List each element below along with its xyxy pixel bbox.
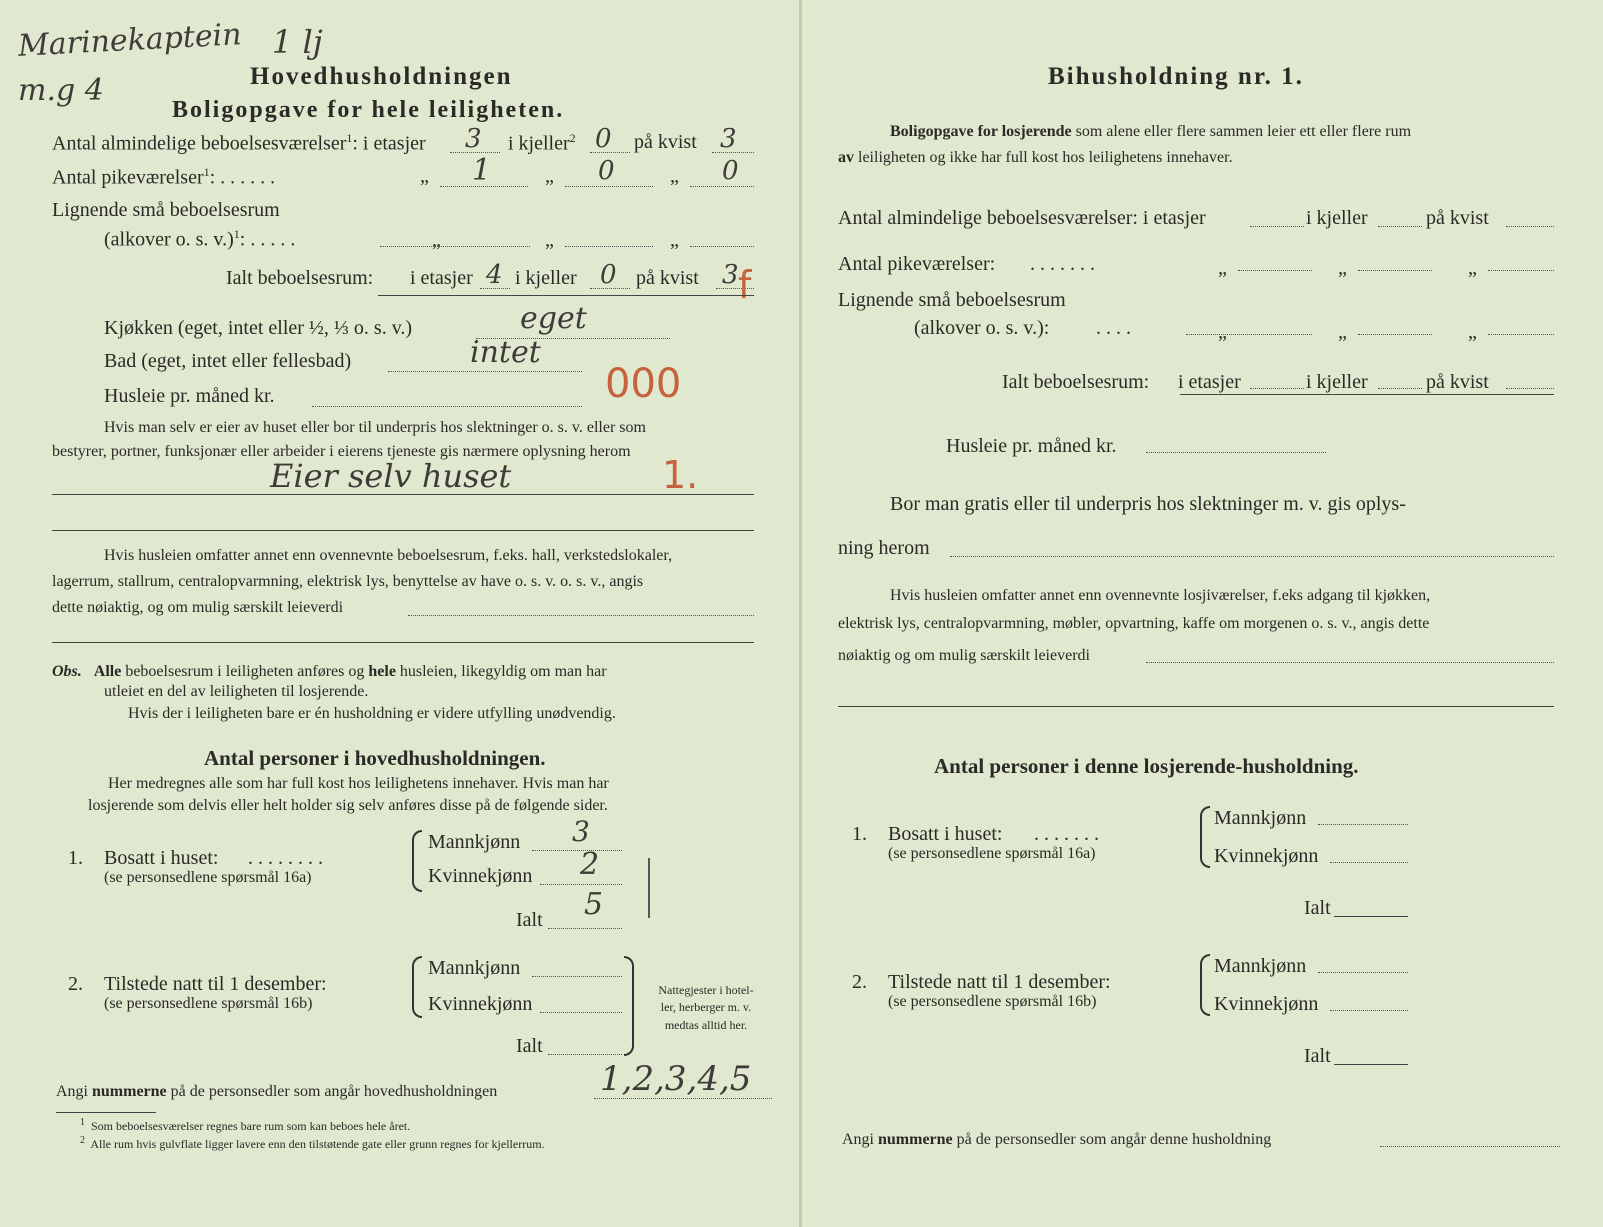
hw-pike-kvist: 0 <box>722 156 739 186</box>
eier-line-2 <box>52 530 754 531</box>
alkover-label-b: (alkover o. s. v.)$^1$: . . . . . <box>104 227 296 251</box>
omfatter-1: Hvis husleien omfatter annet enn ovennevnte beboelsesrum, f.eks. hall, verkstedslokaler, <box>104 547 673 564</box>
hw-q1-mann: 3 <box>572 815 590 848</box>
bad-field[interactable] <box>388 371 582 372</box>
right-q2-num: 2. <box>852 971 867 993</box>
kjokken-label: Kjøkken (eget, intet eller ½, ⅓ o. s. v.) <box>104 317 413 339</box>
right-q1-kvinne: Kvinnekjønn <box>1214 845 1319 867</box>
right-angi: Angi nummerne på de personsedler som angår denne husholdning <box>842 1131 1272 1148</box>
left-title: Hovedhusholdningen <box>250 63 513 90</box>
hw-q1-kvinne: 2 <box>580 847 600 882</box>
q2-ialt-field[interactable] <box>548 1054 622 1055</box>
persons-note-2: losjerende som delvis eller helt holder sig selv anføres disse på de følgende sider. <box>88 797 608 814</box>
footnote-rule <box>56 1112 156 1113</box>
right-q2-ialt: Ialt <box>1304 1045 1331 1067</box>
right-q2-sub: (se personsedlene spørsmål 16b) <box>888 993 1097 1010</box>
hw-total-kjeller: 0 <box>600 260 617 290</box>
right-pike-kvist-field[interactable] <box>1488 270 1554 271</box>
q2-sub: (se personsedlene spørsmål 16b) <box>104 995 313 1012</box>
alkover-kjeller-field[interactable] <box>565 246 653 247</box>
right-husleie-field[interactable] <box>1146 452 1326 453</box>
right-total-underline <box>1180 394 1554 395</box>
q2-kvinne-field[interactable] <box>540 1012 622 1013</box>
q2-mann-field[interactable] <box>532 976 622 977</box>
right-q2-brace <box>1200 954 1210 1016</box>
right-total-kjeller-field[interactable] <box>1378 388 1422 389</box>
right-alkover-quote-1: „ <box>1218 321 1227 343</box>
obs-line-1: Obs. Alle beboelsesrum i leiligheten anføres og hele husleien, likegyldig om man har <box>52 663 607 680</box>
pike-quote-3: „ <box>670 165 679 187</box>
right-total-label: Ialt beboelsesrum: <box>1002 371 1150 393</box>
right-gratis-field[interactable] <box>950 556 1554 557</box>
right-omfatter-1: Hvis husleien omfatter annet enn ovennevnte losjiværelser, f.eks adgang til kjøkken, <box>890 587 1431 604</box>
q1-sub: (se personsedlene spørsmål 16a) <box>104 869 312 886</box>
right-total-kvist: på kvist <box>1426 371 1489 393</box>
footnote-2: $^2$ Alle rum hvis gulvflate ligger lavere enn den tilstøtende gate eller grunn regnes for kjellerrum. <box>80 1135 545 1151</box>
hw-nummerne: 1,2,3,4,5 <box>600 1059 752 1099</box>
pike-row-label: Antal pikeværelser$^1$: . . . . . . <box>52 165 276 189</box>
right-total-kjeller: i kjeller <box>1306 371 1368 393</box>
total-rooms-label: Ialt beboelsesrum: <box>226 267 374 289</box>
right-q2-label: Tilstede natt til 1 desember: <box>888 971 1111 993</box>
right-alkover-dots: . . . . <box>1096 317 1131 339</box>
right-alkover-kvist-field[interactable] <box>1488 334 1554 335</box>
hw-bad: intet <box>470 335 541 370</box>
right-pike-quote-1: „ <box>1218 257 1227 279</box>
right-pike-label: Antal pikeværelser: <box>838 253 996 275</box>
alkover-quote-1: „ <box>432 229 441 251</box>
q1-brace <box>412 830 422 892</box>
persons-note-1: Her medregnes alle som har full kost hos leilighetens innehaver. Hvis man har <box>108 775 609 792</box>
hw-mg: m.g 4 <box>18 73 104 108</box>
leieverdi-field[interactable] <box>408 615 754 616</box>
alkover-quote-2: „ <box>545 229 554 251</box>
right-persons-title: Antal personer i denne losjerende-husholdning. <box>934 754 1359 778</box>
q2-brace <box>412 956 422 1018</box>
hw-pike-kjeller: 0 <box>598 156 615 186</box>
omfatter-2: lagerrum, stallrum, centralopvarmning, elektrisk lys, benyttelse av have o. s. v. o. s. v., angis <box>52 573 644 590</box>
footnote-1: $^1$ Som beboelsesværelser regnes bare rum som kan beboes hele året. <box>80 1117 411 1133</box>
hw-kjokken: eget <box>520 301 587 336</box>
rooms-row1-label: Antal almindelige beboelsesværelser$^1$: i etasjer <box>52 131 426 155</box>
right-q1-sub: (se personsedlene spørsmål 16a) <box>888 845 1096 862</box>
right-angi-field[interactable] <box>1380 1146 1560 1147</box>
eier-note-1: Hvis man selv er eier av huset eller bor til underpris hos slektninger o. s. v. eller som <box>104 419 646 436</box>
rooms-kvist-label: på kvist <box>634 131 697 153</box>
total-kjeller-label: i kjeller <box>515 267 577 289</box>
right-kjeller-label: i kjeller <box>1306 207 1368 229</box>
right-q1-kvinne-field[interactable] <box>1330 862 1408 863</box>
alkover-quote-3: „ <box>670 229 679 251</box>
alkover-kvist-field[interactable] <box>690 246 754 247</box>
hw-total-mark: f <box>738 263 752 307</box>
pike-kvist-field[interactable] <box>690 186 754 187</box>
right-alkover-a: Lignende små beboelsesrum <box>838 289 1066 311</box>
pike-kjeller-field[interactable] <box>565 186 653 187</box>
eier-line-1 <box>52 494 754 495</box>
hw-pike-etasjer: 1 <box>472 153 492 188</box>
right-pike-etasjer-field[interactable] <box>1238 270 1312 271</box>
right-husleie-label: Husleie pr. måned kr. <box>946 435 1117 457</box>
right-alkover-quote-2: „ <box>1338 321 1347 343</box>
right-total-kvist-field[interactable] <box>1506 388 1554 389</box>
total-underline <box>378 295 754 296</box>
q1-num: 1. <box>68 847 83 869</box>
right-omfatter-2: elektrisk lys, centralopvarmning, møbler, opvartning, kaffe om morgenen o. s. v., angis dette <box>838 615 1430 632</box>
right-title: Bihusholdning nr. 1. <box>1048 63 1304 90</box>
alkover-etasjer-field[interactable] <box>380 246 530 247</box>
obs-line-2: utleiet en del av leiligheten til losjerende. <box>104 683 369 700</box>
hw-kvist: 3 <box>720 124 737 154</box>
right-pike-quote-2: „ <box>1338 257 1347 279</box>
hw-husleie: 000 <box>605 361 682 407</box>
right-q2-kvinne: Kvinnekjønn <box>1214 993 1319 1015</box>
right-q2-mann: Mannkjønn <box>1214 955 1307 977</box>
left-angi: Angi nummerne på de personsedler som angår hovedhusholdningen <box>56 1083 498 1100</box>
rooms-kjeller-label: i kjeller$^2$ <box>508 131 576 155</box>
right-kvist-label: på kvist <box>1426 207 1489 229</box>
hw-q1-check <box>648 858 652 918</box>
right-q2-ialt-field[interactable] <box>1334 1064 1408 1065</box>
hw-eier: Eier selv huset <box>270 457 512 495</box>
right-q2-kvinne-field[interactable] <box>1330 1010 1408 1011</box>
q2-num: 2. <box>68 973 83 995</box>
total-etasjer-label: i etasjer <box>410 267 473 289</box>
right-gratis-1: Bor man gratis eller til underpris hos slektninger m. v. gis oplys- <box>890 493 1406 515</box>
right-q1-ialt-field[interactable] <box>1334 916 1408 917</box>
right-kjeller-field[interactable] <box>1378 226 1422 227</box>
q2-label: Tilstede natt til 1 desember: <box>104 973 327 995</box>
q1-ialt-field[interactable] <box>548 928 622 929</box>
hw-total-etasjer: 4 <box>486 260 503 290</box>
right-alkover-etasjer-field[interactable] <box>1186 334 1312 335</box>
left-subtitle: Boligopgave for hele leiligheten. <box>172 97 565 123</box>
right-total-etasjer: i etasjer <box>1178 371 1241 393</box>
right-q1-num: 1. <box>852 823 867 845</box>
right-rooms-row1: Antal almindelige beboelsesværelser: i etasjer <box>838 207 1206 229</box>
right-total-etasjer-field[interactable] <box>1250 388 1304 389</box>
husleie-field[interactable] <box>312 406 582 407</box>
right-leieverdi-line <box>838 706 1554 707</box>
hw-occupation-code: 1 lj <box>272 23 323 61</box>
natt-note: Nattegjester i hotel- ler, herberger m. v. medtas alltid her. <box>658 983 754 1032</box>
right-intro-2: av leiligheten og ikke har full kost hos leilighetens innehaver. <box>838 149 1233 166</box>
obs-line-3: Hvis der i leiligheten bare er én husholdning er videre utfylling unødvendig. <box>128 705 616 722</box>
q2-kvinne-label: Kvinnekjønn <box>428 993 533 1015</box>
total-kvist-label: på kvist <box>636 267 699 289</box>
pike-quote-1: „ <box>420 165 429 187</box>
q2-mann-label: Mannkjønn <box>428 957 521 979</box>
alkover-label-a: Lignende små beboelsesrum <box>52 199 280 221</box>
q1-ialt-label: Ialt <box>516 909 543 931</box>
hw-total-kvist: 3 <box>722 260 739 290</box>
right-etasjer-field[interactable] <box>1250 226 1304 227</box>
omfatter-3: dette nøiaktig, og om mulig særskilt leieverdi <box>52 599 344 616</box>
right-pike-quote-3: „ <box>1468 257 1477 279</box>
bad-label: Bad (eget, intet eller fellesbad) <box>104 350 352 372</box>
eier-note-2: bestyrer, portner, funksjonær eller arbeider i eierens tjeneste gis nærmere oplysning herom <box>52 443 631 460</box>
right-q1-brace <box>1200 806 1210 868</box>
right-intro-1: Boligopgave for losjerende som alene eller flere sammen leier ett eller flere rum <box>890 123 1412 140</box>
q1-kvinne-field[interactable] <box>540 884 622 885</box>
page-fold <box>799 0 802 1227</box>
hw-kjeller: 0 <box>595 124 612 154</box>
right-q1-ialt: Ialt <box>1304 897 1331 919</box>
right-alkover-quote-3: „ <box>1468 321 1477 343</box>
q2-ialt-label: Ialt <box>516 1035 543 1057</box>
hw-occupation: Marinekaptein <box>17 17 243 64</box>
persons-title: Antal personer i hovedhusholdningen. <box>204 746 546 770</box>
right-pike-kjeller-field[interactable] <box>1358 270 1432 271</box>
right-q1-mann-field[interactable] <box>1318 824 1408 825</box>
q1-dots: . . . . . . . . <box>248 847 323 869</box>
q1-label: Bosatt i huset: <box>104 847 219 869</box>
right-q2-mann-field[interactable] <box>1318 972 1408 973</box>
hw-eier-mark: 1. <box>662 453 699 497</box>
q2-right-brace <box>624 956 634 1056</box>
right-leieverdi-field[interactable] <box>1146 662 1554 663</box>
right-kvist-field[interactable] <box>1506 226 1554 227</box>
q1-mann-field[interactable] <box>532 850 622 851</box>
hw-etasjer: 3 <box>465 124 482 154</box>
leieverdi-line <box>52 642 754 643</box>
right-alkover-kjeller-field[interactable] <box>1358 334 1432 335</box>
right-omfatter-3: nøiaktig og om mulig særskilt leieverdi <box>838 647 1090 664</box>
q1-mann-label: Mannkjønn <box>428 831 521 853</box>
right-pike-dots: . . . . . . . <box>1030 253 1095 275</box>
right-gratis-2: ning herom <box>838 537 930 559</box>
right-q1-label: Bosatt i huset: <box>888 823 1003 845</box>
hw-q1-ialt: 5 <box>584 887 604 922</box>
husleie-label: Husleie pr. måned kr. <box>104 385 275 407</box>
pike-quote-2: „ <box>545 165 554 187</box>
right-alkover-b: (alkover o. s. v.): <box>914 317 1050 339</box>
right-q1-dots: . . . . . . . <box>1034 823 1099 845</box>
right-q1-mann: Mannkjønn <box>1214 807 1307 829</box>
q1-kvinne-label: Kvinnekjønn <box>428 865 533 887</box>
